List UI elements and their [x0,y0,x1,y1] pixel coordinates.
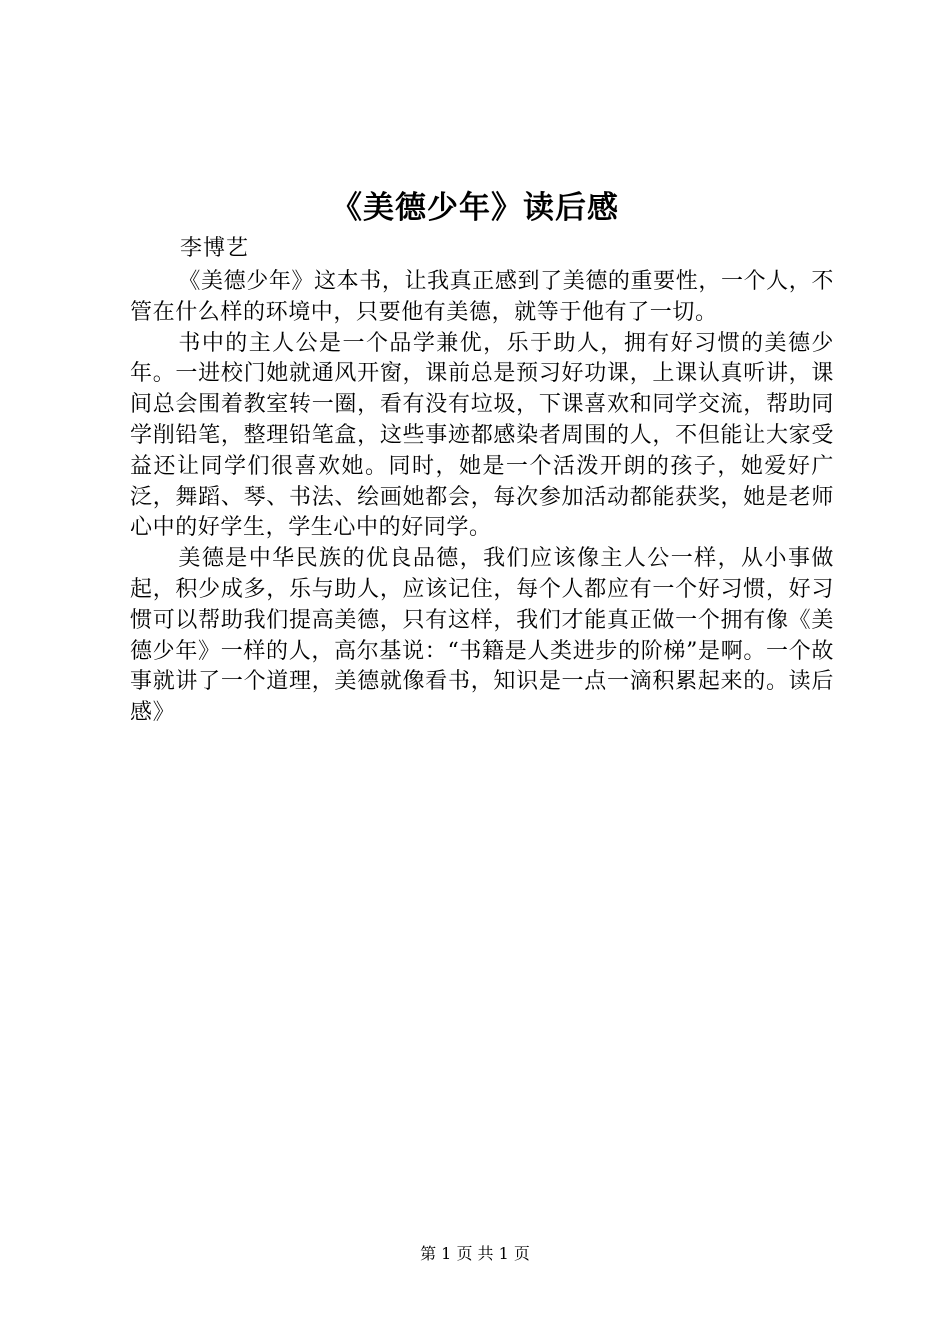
document-body [130,267,834,729]
paragraph: 书中的主人公是一个品学兼优，乐于助人，拥有好习惯的美德少年。一进校门她就通风开窗，课前总是预习好功课，上课认真听讲，课间总会围着教室转一圈，看有没有垃圾，下课喜欢和同学交流，帮助同学削铅笔，整理铅笔盒，这些事迹都感染者周围的人，不但能让大家受益还让同学们很喜欢她。同时，她是一个活泼开朗的孩子，她爱好广泛，舞蹈、琴、书法、绘画她都会，每次参加活动都能获奖，她是老师心中的好学生，学生心中的好同学。 [130,330,834,541]
paragraph: 美德是中华民族的优良品德，我们应该像主人公一样，从小事做起，积少成多，乐与助人，应该记住，每个人都应有一个好习惯，好习惯可以帮助我们提高美德，只有这样，我们才能真正做一个拥有像《美德少年》一样的人，高尔基说：“书籍是人类进步的阶梯”是啊。一个故事就讲了一个道理，美德就像看书，知识是一点一滴积累起来的。读后感》 [130,546,834,726]
paragraph: 《美德少年》这本书，让我真正感到了美德的重要性，一个人，不管在什么样的环境中，只要他有美德，就等于他有了一切。 [130,269,834,325]
page-footer: 第 1 页 共 1 页 [420,1244,530,1263]
document-title: 《美德少年》读后感 [331,190,619,226]
author-name: 李博艺 [180,236,250,261]
